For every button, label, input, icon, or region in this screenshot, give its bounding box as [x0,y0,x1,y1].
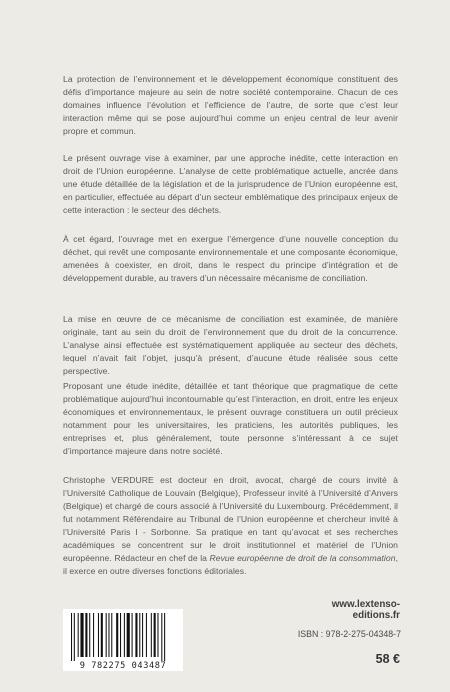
paragraph-waste-concept: À cet égard, l’ouvrage met en exergue l’émergence d’une nouvelle conception du déchet, qui revêt une composante environnementale et une composante économique, amenées à coexister, en droit, dans le respect du principe d’intégration et de développement durable, au travers d’un nécessaire mécanisme de conciliation. [63,234,398,283]
publisher-website: www.lextenso-editions.fr [331,599,400,621]
barcode-bar [154,613,156,657]
barcode-bar [80,613,83,657]
barcode-bar [124,613,125,657]
paragraph-purpose: Le présent ouvrage vise à examiner, par une approche inédite, cette interaction en droit de l’Union européenne. L’analyse de cette problématique actuelle, ancrée dans une étude détaillée de la législation et de la jurisprudence de l’Union européenne est, en particulier, effectuée au départ d’un secteur emblématique des principaux enjeux de cette interaction : le secteur des déchets. [63,153,398,215]
barcode-bar [139,613,140,657]
barcode-bar [151,613,152,657]
author-bio-text: Christophe VERDURE est docteur en droit, avocat, chargé de cours invité à l’Université Catholique de Louvain (Belgique), Professeur invité à l’Université d’Anvers (Belgique) et chargé de cours associé à l’Université du Luxembourg. Précédemment, il fut notamment Référendaire au Tribunal de l’Union européenne et chercheur invité à l’Université Paris I - Sorbonne. Sa pratique en tant qu’avocat et ses recherches académiques se concentrent sur le droit institutionnel et matériel de l’Union européenne. Rédacteur en chef de la [63,475,398,563]
price-label: 58 € [375,652,400,666]
author-bio-text-end: , il exerce en outre diverses fonctions éditoriales. [63,553,399,576]
barcode-bar [101,613,103,657]
barcode-bars [63,609,183,661]
paragraph-intro: La protection de l’environnement et le développement économique constituent des défis d’importance majeure au sein de notre société contemporaine. Chacun de ces domaines influence l’évolution et l’efficience de l’autre, de sorte que c’est leur interaction même qui se pose aujourd’hui comme un enjeu central de leur avenir propre et commun. [63,74,398,136]
barcode-bar [164,613,165,661]
barcode-bar [78,613,79,657]
paragraph-audience: Proposant une étude inédite, détaillée et tant théorique que pragmatique de cette problématique aujourd’hui incontournable qu’est l’interaction, en droit, entre les enjeux économiques et environnementaux, le présent ouvrage constituera un outil précieux notamment pour les universitaires, les praticiens, les autorités publiques, les entreprises et, plus généralement, toute personne s’intéressant à ce sujet d’importance majeure dans notre société. [63,381,398,456]
barcode-digits: 9 782275 043487 [63,661,183,671]
barcode-bar [74,613,75,661]
barcode-bar [111,613,112,657]
barcode-bar [132,613,133,657]
paragraph-conciliation: La mise en œuvre de ce mécanisme de conciliation est examinée, de manière originale, tant au sein du droit de l’environnement que du droit de la concurrence. L’analyse ainsi effectuée est systématiquement appliquée au secteur des déchets, lequel n’avait fait l’objet, jusqu’à présent, d’aucune étude réalisée sous cette perspective. [63,314,398,376]
barcode-bar [106,613,107,657]
barcode-bar [135,613,137,657]
barcode-bar [108,613,109,657]
barcode-bar [127,613,130,657]
barcode-bar [98,613,99,657]
isbn-label: ISBN : 978-2-275-04348-7 [297,629,401,639]
journal-title: Revue européenne de droit de la consommation [209,553,396,563]
barcode-bar [120,613,121,657]
barcode-bar [71,613,72,661]
barcode-bar [93,613,94,657]
barcode-bar [85,613,87,657]
paragraph-author-bio [63,474,398,578]
barcode-bar [116,613,118,657]
barcode-bar [157,613,158,657]
barcode-bar [89,613,90,657]
barcode-bar [161,613,162,661]
barcode-bar [146,613,147,657]
barcode-bar [142,613,143,657]
